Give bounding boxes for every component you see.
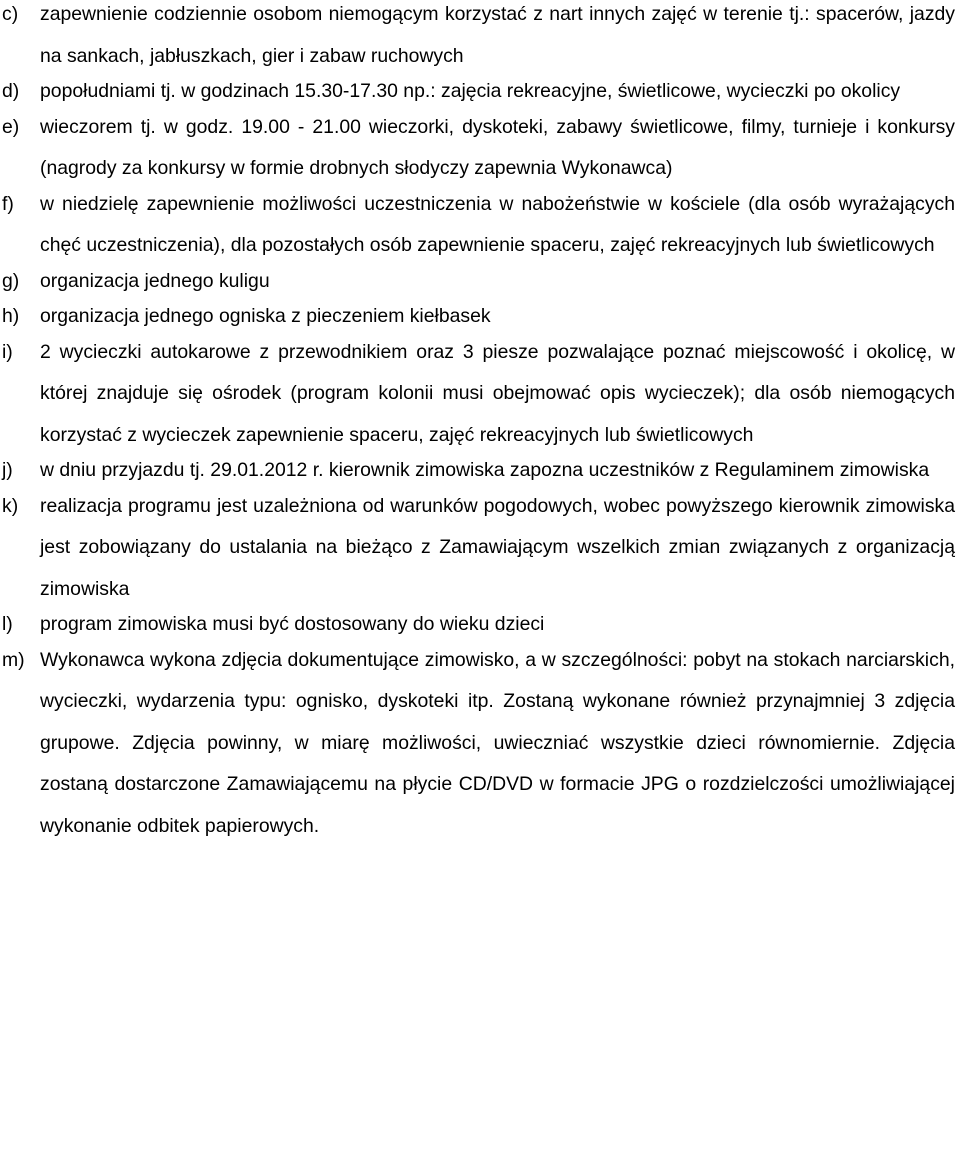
list-marker: h) [2, 305, 20, 327]
list-item-m [2, 646, 955, 848]
list-item-f [2, 190, 955, 267]
list-marker: c) [2, 3, 19, 25]
list-item-text: popołudniami tj. w godzinach 15.30-17.30 np.: zajęcia rekreacyjne, świetlicowe, wycieczki po okolicy [40, 80, 901, 102]
list-item-text: zapewnienie codziennie osobom niemogącym korzystać z nart innych zajęć w terenie tj.: spacerów, jazdy na sankach, jabłuszkach, gier i zabaw ruchowych [40, 3, 955, 67]
list-item-c [2, 0, 955, 77]
list-item-text: 2 wycieczki autokarowe z przewodnikiem oraz 3 piesze pozwalające poznać miejscowość i okolicę, w której znajduje się ośrodek (program kolonii musi obejmować opis wycieczek); dla osób niemogących korzystać z wycieczek zapewnienie spaceru, zajęć rekreacyjnych lub świetlicowych [40, 340, 955, 446]
list-item-k [2, 492, 955, 611]
list-marker: i) [2, 340, 13, 363]
list-marker: j) [2, 459, 13, 481]
list-item-e [2, 113, 955, 190]
list-item-text: wieczorem tj. w godz. 19.00 - 21.00 wieczorki, dyskoteki, zabawy świetlicowe, filmy, turnieje i konkursy (nagrody za konkursy w formie drobnych słodyczy zapewnia Wykonawca) [40, 115, 955, 179]
list-item-text: w dniu przyjazdu tj. 29.01.2012 r. kierownik zimowiska zapozna uczestników z Regulaminem zimowiska [40, 459, 930, 481]
list-marker: f) [2, 192, 14, 215]
list-item-text: program zimowiska musi być dostosowany do wieku dzieci [40, 613, 545, 635]
program-list [2, 0, 955, 847]
list-marker: g) [2, 269, 20, 292]
list-item-text: w niedzielę zapewnienie możliwości uczestniczenia w nabożeństwie w kościele (dla osób wyrażających chęć uczestniczenia), dla pozostałych osób zapewnienie spaceru, zajęć rekreacyjnych lub świetlicowych [40, 192, 955, 256]
list-item-text: realizacja programu jest uzależniona od warunków pogodowych, wobec powyższego kierownik zimowiska jest zobowiązany do ustalania na bieżąco z Zamawiającym wszelkich zmian związanych z organizacją zimowiska [40, 494, 955, 600]
list-item-text: organizacja jednego ogniska z pieczeniem kiełbasek [40, 305, 491, 327]
list-marker: k) [2, 494, 19, 517]
list-item-text: Wykonawca wykona zdjęcia dokumentujące zimowisko, a w szczególności: pobyt na stokach narciarskich, wycieczki, wydarzenia typu: ognisko, dyskoteki itp. Zostaną wykonane również przynajmniej 3 zdjęcia grupowe. Zdjęcia powinny, w miarę możliwości, uwieczniać wszystkie dzieci równomiernie. Zdjęcia zostaną dostarczone Zamawiającemu na płycie CD/DVD w formacie JPG o rozdzielczości umożliwiającej wykonanie odbitek papierowych. [40, 648, 955, 837]
list-marker: m) [2, 648, 25, 671]
list-item-i [2, 338, 955, 457]
list-marker: d) [2, 80, 20, 102]
list-item-text: organizacja jednego kuligu [40, 269, 270, 292]
list-marker: e) [2, 115, 20, 138]
list-marker: l) [2, 613, 13, 635]
